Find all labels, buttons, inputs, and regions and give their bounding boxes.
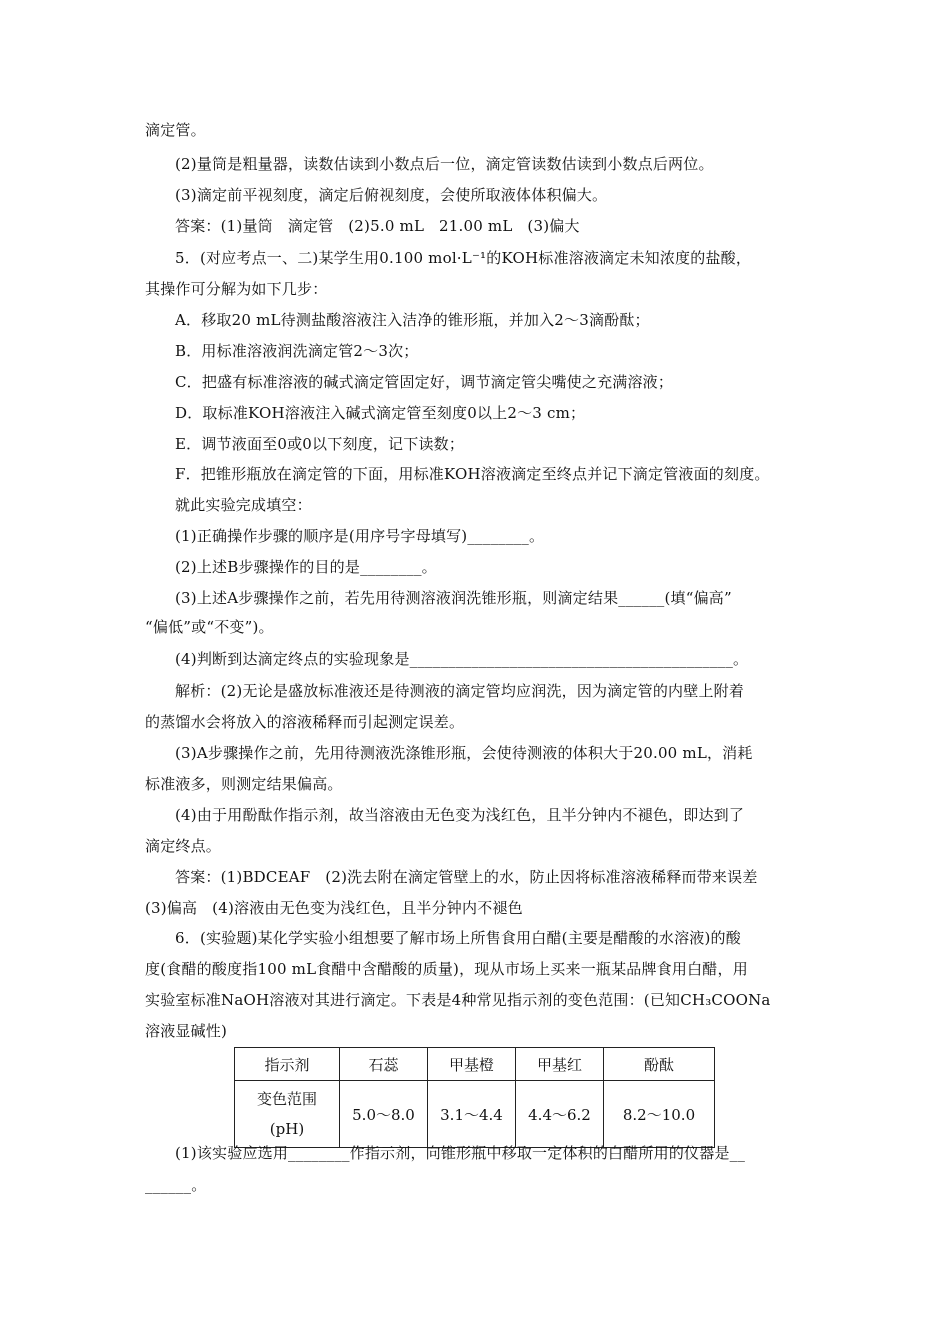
- step-c: C．把盛有标准溶液的碱式滴定管固定好，调节滴定管尖嘴使之充满溶液；: [175, 373, 674, 391]
- text-line: 溶液显碱性): [145, 1022, 228, 1040]
- table-cell: 8.2～10.0: [604, 1081, 715, 1148]
- answer-line: 答案：(1)量筒 滴定管 (2)5.0 mL 21.00 mL (3)偏大: [175, 217, 580, 235]
- step-a: A．移取20 mL待测盐酸溶液注入洁净的锥形瓶，并加入2～3滴酚酞；: [175, 311, 650, 329]
- indicator-table: [234, 1047, 715, 1148]
- table-cell: 4.4～6.2: [516, 1081, 604, 1148]
- analysis-line: (4)由于用酚酞作指示剂，故当溶液由无色变为浅红色，且半分钟内不褪色，即达到了: [175, 806, 745, 824]
- sub-question: (1)该实验应选用________作指示剂，向锥形瓶中移取一定体积的白醋所用的仪器是__: [175, 1144, 746, 1162]
- table-header-cell: 酚酞: [604, 1048, 715, 1081]
- text-line: 的蒸馏水会将放入的溶液稀释而引起测定误差。: [145, 713, 465, 731]
- text-line: (2)量筒是粗量器，读数估读到小数点后一位，滴定管读数估读到小数点后两位。: [175, 155, 714, 173]
- sub-question: (2)上述B步骤操作的目的是________。: [175, 558, 437, 576]
- sub-question: (3)上述A步骤操作之前，若先用待测溶液润洗锥形瓶，则滴定结果______(填“偏高”: [175, 589, 732, 607]
- table-row: [235, 1081, 715, 1148]
- table-cell: 5.0～8.0: [340, 1081, 428, 1148]
- text-line: (3)滴定前平视刻度，滴定后俯视刻度，会使所取液体体积偏大。: [175, 186, 608, 204]
- text-line: 其操作可分解为如下几步：: [145, 280, 328, 298]
- text-line: ______。: [145, 1176, 207, 1194]
- question-6-heading: 6．(实验题)某化学实验小组想要了解市场上所售食用白醋(主要是醋酸的水溶液)的酸: [175, 929, 741, 947]
- text-line: 滴定终点。: [145, 837, 222, 855]
- text-line: “偏低”或“不变”)。: [145, 618, 274, 636]
- row-label-text: 变色范围(pH): [256, 1090, 317, 1138]
- text-line: 滴定管。: [145, 121, 206, 139]
- table-header-cell: 甲基红: [516, 1048, 604, 1081]
- step-d: D．取标准KOH溶液注入碱式滴定管至刻度0以上2～3 cm；: [175, 404, 586, 422]
- table-header-cell: 石蕊: [340, 1048, 428, 1081]
- text-line: 实验室标准NaOH溶液对其进行滴定。下表是4种常见指示剂的变色范围：(已知CH₃COONa: [145, 991, 771, 1009]
- analysis-line: (3)A步骤操作之前，先用待测液洗涤锥形瓶，会使待测液的体积大于20.00 mL，消耗: [175, 744, 753, 762]
- table-header-cell: 指示剂: [235, 1048, 340, 1081]
- step-f: F．把锥形瓶放在滴定管的下面，用标准KOH溶液滴定至终点并记下滴定管液面的刻度。: [175, 465, 770, 483]
- text-line: 就此实验完成填空：: [175, 496, 312, 514]
- text-line: 标准液多，则测定结果偏高。: [145, 775, 343, 793]
- sub-question: (4)判断到达滴定终点的实验现象是__________________________________________。: [175, 650, 749, 668]
- table-row-label: [235, 1081, 340, 1148]
- table-header-row: [235, 1048, 715, 1081]
- table-cell: 3.1～4.4: [428, 1081, 516, 1148]
- step-b: B．用标准溶液润洗滴定管2～3次；: [175, 342, 419, 360]
- text-line: 度(食醋的酸度指100 mL食醋中含醋酸的质量)，现从市场上买来一瓶某品牌食用白醋，用: [145, 960, 748, 978]
- text-line: (3)偏高 (4)溶液由无色变为浅红色，且半分钟内不褪色: [145, 899, 523, 917]
- question-5-heading: 5．(对应考点一、二)某学生用0.100 mol·L⁻¹的KOH标准溶液滴定未知浓度的盐酸，: [175, 249, 752, 267]
- table-header-cell: 甲基橙: [428, 1048, 516, 1081]
- step-e: E．调节液面至0或0以下刻度，记下读数；: [175, 435, 465, 453]
- sub-question: (1)正确操作步骤的顺序是(用序号字母填写)________。: [175, 527, 545, 545]
- answer-line: 答案：(1)BDCEAF (2)洗去附在滴定管壁上的水，防止因将标准溶液稀释而带来误差: [175, 868, 758, 886]
- analysis-line: 解析：(2)无论是盛放标准液还是待测液的滴定管均应润洗，因为滴定管的内壁上附着: [175, 682, 745, 700]
